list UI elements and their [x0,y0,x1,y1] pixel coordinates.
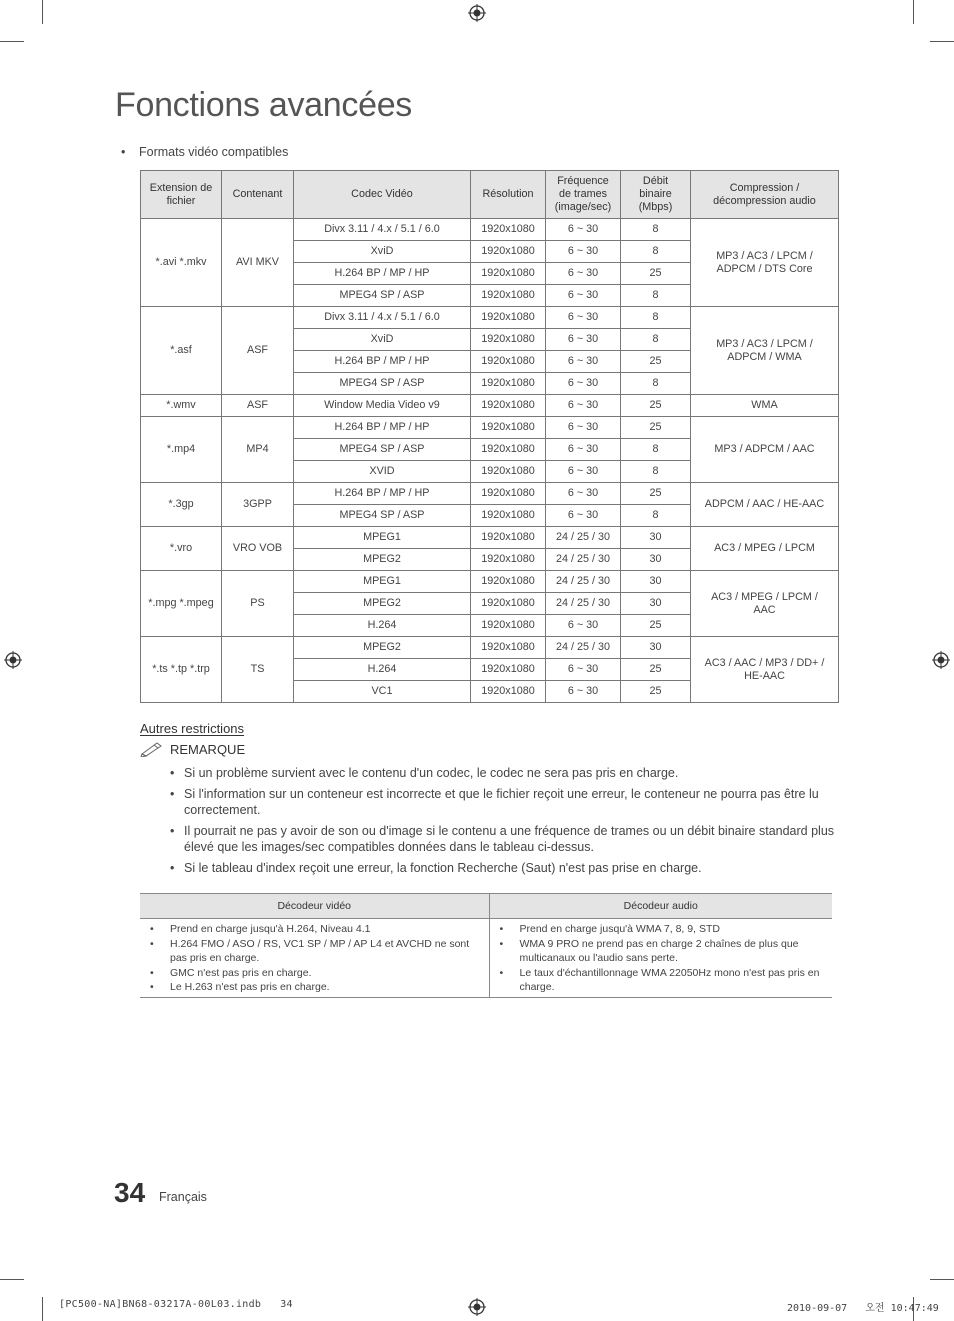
bitrate-cell: 25 [621,659,691,681]
resolution-cell: 1920x1080 [471,263,546,285]
audio-cell: MP3 / AC3 / LPCM / ADPCM / WMA [691,307,839,395]
framerate-cell: 6 ~ 30 [546,373,621,395]
crop-mark [0,1279,24,1280]
codec-cell: XviD [294,241,471,263]
bitrate-cell: 25 [621,483,691,505]
codec-cell: XviD [294,329,471,351]
framerate-cell: 6 ~ 30 [546,307,621,329]
framerate-cell: 6 ~ 30 [546,351,621,373]
codec-cell: MPEG2 [294,549,471,571]
bitrate-cell: 25 [621,351,691,373]
table-body [141,219,839,703]
container-cell: VRO VOB [222,527,294,571]
list-item: • Le taux d'échantillonnage WMA 22050Hz mono n'est pas pris en charge. [499,966,820,994]
bitrate-cell: 8 [621,461,691,483]
column-header: Compression / décompression audio [691,171,839,219]
framerate-cell: 6 ~ 30 [546,439,621,461]
framerate-cell: 6 ~ 30 [546,659,621,681]
print-slug-date: 2010-09-07 오전 10:47:49 [787,1303,939,1314]
bitrate-cell: 8 [621,241,691,263]
crop-mark [930,1279,954,1280]
framerate-cell: 24 / 25 / 30 [546,637,621,659]
container-cell: ASF [222,307,294,395]
framerate-cell: 6 ~ 30 [546,483,621,505]
framerate-cell: 6 ~ 30 [546,461,621,483]
bitrate-cell: 8 [621,307,691,329]
pencil-note-icon [140,741,164,757]
framerate-cell: 6 ~ 30 [546,395,621,417]
framerate-cell: 6 ~ 30 [546,329,621,351]
framerate-cell: 6 ~ 30 [546,241,621,263]
extension-cell: *.vro [141,527,222,571]
crop-mark [930,41,954,42]
bullet-icon: • [170,787,175,801]
crop-mark [42,0,43,24]
bullet-icon: • [499,937,504,950]
resolution-cell: 1920x1080 [471,527,546,549]
framerate-cell: 24 / 25 / 30 [546,549,621,571]
table-row [141,395,839,417]
audio-cell: MP3 / ADPCM / AAC [691,417,839,483]
bitrate-cell: 25 [621,615,691,637]
bitrate-cell: 30 [621,637,691,659]
bullet-icon: • [150,937,154,950]
table-row [141,637,839,659]
resolution-cell: 1920x1080 [471,681,546,703]
container-cell: PS [222,571,294,637]
list-item: • Prend en charge jusqu'à WMA 7, 8, 9, STD [499,923,720,935]
framerate-cell: 24 / 25 / 30 [546,571,621,593]
codec-cell: H.264 [294,615,471,637]
resolution-cell: 1920x1080 [471,307,546,329]
section-lead [121,145,288,159]
table-header-row [141,171,839,219]
framerate-cell: 6 ~ 30 [546,263,621,285]
resolution-cell: 1920x1080 [471,439,546,461]
audio-decoder-header: Décodeur audio [489,894,832,919]
table-row [141,219,839,241]
bullet-icon: • [150,981,154,994]
table-row [141,527,839,549]
registration-mark-icon [468,4,486,22]
resolution-cell: 1920x1080 [471,329,546,351]
bitrate-cell: 30 [621,571,691,593]
list-item: • Le H.263 n'est pas pris en charge. [150,981,330,994]
list-item: • Si le tableau d'index reçoit une erreur, la fonction Recherche (Saut) n'est pas prise en charge. [170,861,702,875]
resolution-cell: 1920x1080 [471,571,546,593]
list-item: • H.264 FMO / ASO / RS, VC1 SP / MP / AP L4 et AVCHD ne sont pas pris en charge. [150,937,470,965]
framerate-cell: 24 / 25 / 30 [546,593,621,615]
table-header-row [140,894,832,919]
list-item: • WMA 9 PRO ne prend pas en charge 2 chaînes de plus que multicanaux ou l'audio sans perte. [499,937,799,965]
list-item: • Si un problème survient avec le contenu d'un codec, le codec ne sera pas pris en charge. [170,766,679,780]
container-cell: 3GPP [222,483,294,527]
column-header: Contenant [222,171,294,219]
codec-cell: H.264 BP / MP / HP [294,417,471,439]
bullet-icon: • [121,145,126,159]
codec-cell: XVID [294,461,471,483]
audio-cell: AC3 / MPEG / LPCM / AAC [691,571,839,637]
bullet-icon: • [499,966,504,979]
crop-mark [42,1297,43,1321]
table-row [141,483,839,505]
bitrate-cell: 25 [621,417,691,439]
framerate-cell: 6 ~ 30 [546,505,621,527]
codec-cell: Divx 3.11 / 4.x / 5.1 / 6.0 [294,307,471,329]
resolution-cell: 1920x1080 [471,593,546,615]
codec-cell: MPEG4 SP / ASP [294,373,471,395]
extension-cell: *.asf [141,307,222,395]
framerate-cell: 6 ~ 30 [546,219,621,241]
resolution-cell: 1920x1080 [471,483,546,505]
bitrate-cell: 25 [621,395,691,417]
list-item: • Il pourrait ne pas y avoir de son ou d'image si le contenu a une fréquence de trames ou un débit binaire standard plus élevé que les images/sec compatibles données dans le tableau ci-dessus. [170,824,835,854]
codec-cell: MPEG4 SP / ASP [294,439,471,461]
codec-cell: MPEG1 [294,571,471,593]
framerate-cell: 6 ~ 30 [546,417,621,439]
resolution-cell: 1920x1080 [471,615,546,637]
note-header [140,741,245,757]
audio-decoder-cell [489,919,832,998]
codec-cell: Window Media Video v9 [294,395,471,417]
resolution-cell: 1920x1080 [471,241,546,263]
list-item: • Prend en charge jusqu'à H.264, Niveau 4.1 [150,923,371,935]
container-cell: MP4 [222,417,294,483]
codec-cell: VC1 [294,681,471,703]
audio-decoder-list [500,922,827,995]
restrictions-heading: Autres restrictions [140,721,245,736]
extension-cell: *.3gp [141,483,222,527]
bitrate-cell: 30 [621,527,691,549]
codec-cell: MPEG2 [294,593,471,615]
bitrate-cell: 8 [621,505,691,527]
codec-cell: MPEG4 SP / ASP [294,505,471,527]
column-header: Codec Vidéo [294,171,471,219]
restrictions-list [170,765,840,881]
codec-cell: MPEG2 [294,637,471,659]
video-decoder-list [150,922,483,995]
bitrate-cell: 30 [621,593,691,615]
bitrate-cell: 8 [621,329,691,351]
resolution-cell: 1920x1080 [471,549,546,571]
extension-cell: *.mp4 [141,417,222,483]
resolution-cell: 1920x1080 [471,417,546,439]
codec-cell: MPEG4 SP / ASP [294,285,471,307]
video-decoder-cell [140,919,489,998]
video-decoder-header: Décodeur vidéo [140,894,489,919]
container-cell: TS [222,637,294,703]
codec-cell: Divx 3.11 / 4.x / 5.1 / 6.0 [294,219,471,241]
crop-mark [913,0,914,24]
bullet-icon: • [170,824,175,838]
registration-mark-icon [932,651,950,669]
table-row [141,417,839,439]
bitrate-cell: 25 [621,263,691,285]
resolution-cell: 1920x1080 [471,461,546,483]
bullet-icon: • [499,923,504,935]
codec-cell: MPEG1 [294,527,471,549]
resolution-cell: 1920x1080 [471,219,546,241]
section-lead-text: Formats vidéo compatibles [139,145,289,159]
extension-cell: *.ts *.tp *.trp [141,637,222,703]
bitrate-cell: 8 [621,373,691,395]
codec-cell: H.264 BP / MP / HP [294,263,471,285]
codec-cell: H.264 [294,659,471,681]
page-title: Fonctions avancées [115,86,412,124]
bullet-icon: • [170,861,175,875]
audio-cell: MP3 / AC3 / LPCM / ADPCM / DTS Core [691,219,839,307]
page-language: Français [159,1190,207,1204]
bitrate-cell: 8 [621,219,691,241]
registration-mark-icon [468,1298,486,1316]
framerate-cell: 6 ~ 30 [546,681,621,703]
registration-mark-icon [4,651,22,669]
list-item: • GMC n'est pas pris en charge. [150,966,312,979]
resolution-cell: 1920x1080 [471,505,546,527]
list-item: • Si l'information sur un conteneur est incorrecte et que le fichier reçoit une erreur, le conteneur ne pourra pas être lu correctement. [170,787,819,817]
crop-mark [0,41,24,42]
resolution-cell: 1920x1080 [471,395,546,417]
table-row [141,571,839,593]
column-header: Extension de fichier [141,171,222,219]
bitrate-cell: 25 [621,681,691,703]
bitrate-cell: 8 [621,439,691,461]
framerate-cell: 6 ~ 30 [546,615,621,637]
table-row [141,307,839,329]
audio-cell: ADPCM / AAC / HE-AAC [691,483,839,527]
codec-cell: H.264 BP / MP / HP [294,483,471,505]
note-label: REMARQUE [170,741,246,757]
bullet-icon: • [150,966,154,979]
container-cell: AVI MKV [222,219,294,307]
codec-cell: H.264 BP / MP / HP [294,351,471,373]
audio-cell: WMA [691,395,839,417]
video-formats-table [140,170,839,703]
decoder-table [140,893,832,998]
extension-cell: *.avi *.mkv [141,219,222,307]
bitrate-cell: 8 [621,285,691,307]
bitrate-cell: 30 [621,549,691,571]
bullet-icon: • [150,923,154,935]
resolution-cell: 1920x1080 [471,659,546,681]
extension-cell: *.mpg *.mpeg [141,571,222,637]
resolution-cell: 1920x1080 [471,637,546,659]
resolution-cell: 1920x1080 [471,373,546,395]
bullet-icon: • [170,766,175,780]
framerate-cell: 6 ~ 30 [546,285,621,307]
resolution-cell: 1920x1080 [471,285,546,307]
column-header: Débit binaire (Mbps) [621,171,691,219]
print-slug-file: [PC500-NA]BN68-03217A-00L03.indb 34 [59,1299,293,1310]
extension-cell: *.wmv [141,395,222,417]
page-number: 34 [114,1177,146,1208]
framerate-cell: 24 / 25 / 30 [546,527,621,549]
column-header: Résolution [471,171,546,219]
resolution-cell: 1920x1080 [471,351,546,373]
audio-cell: AC3 / AAC / MP3 / DD+ / HE-AAC [691,637,839,703]
column-header: Fréquence de trames (image/sec) [546,171,621,219]
audio-cell: AC3 / MPEG / LPCM [691,527,839,571]
container-cell: ASF [222,395,294,417]
table-row [140,919,832,998]
